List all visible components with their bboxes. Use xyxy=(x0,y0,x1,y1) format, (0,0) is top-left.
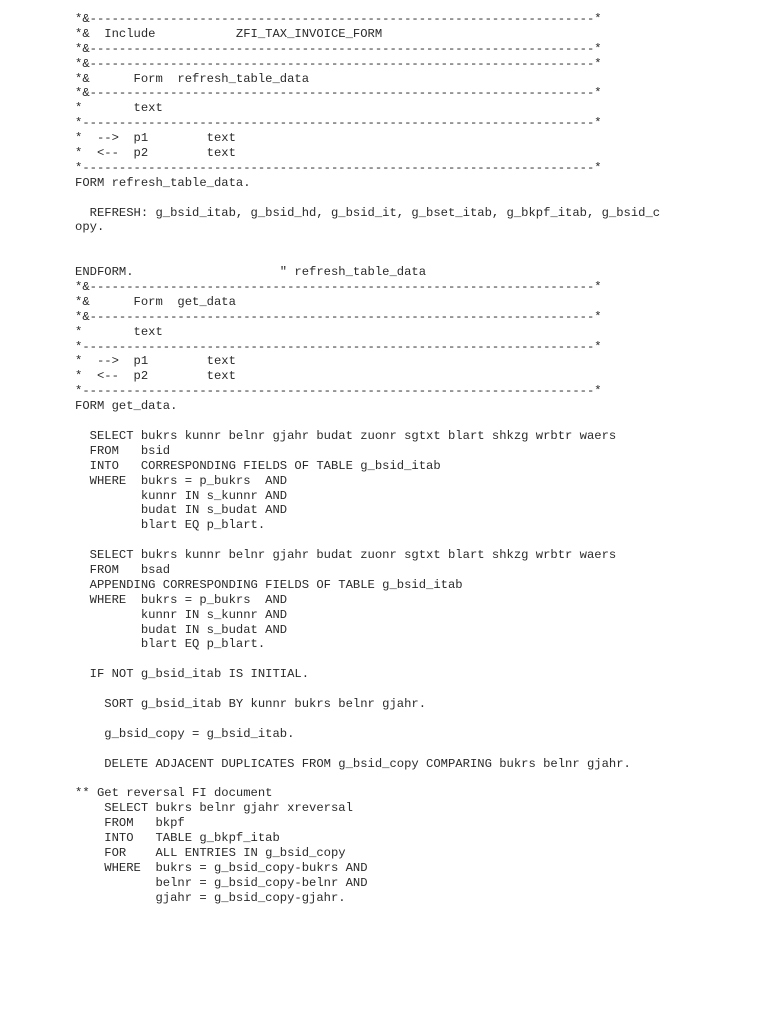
code-line: *& Form get_data xyxy=(75,294,236,309)
code-line: *----------------------------------------------------------------------* xyxy=(75,160,602,175)
code-line: *----------------------------------------------------------------------* xyxy=(75,339,602,354)
code-line: SELECT bukrs belnr gjahr xreversal xyxy=(75,801,353,816)
code-line xyxy=(75,414,745,429)
code-line: FROM bsid xyxy=(75,443,171,458)
code-line: IF NOT g_bsid_itab IS INITIAL. xyxy=(75,667,310,682)
code-line: FROM bkpf xyxy=(75,816,185,831)
code-line: *&---------------------------------------------------------------------* xyxy=(75,56,602,71)
code-line xyxy=(75,533,745,548)
code-line: * <-- p2 text xyxy=(75,369,236,384)
code-line: * <-- p2 text xyxy=(75,146,236,161)
code-line xyxy=(75,682,745,697)
code-listing xyxy=(75,12,745,905)
code-line xyxy=(75,771,745,786)
code-line: *----------------------------------------------------------------------* xyxy=(75,116,602,131)
code-line: *&---------------------------------------------------------------------* xyxy=(75,280,602,295)
code-line: blart EQ p_blart. xyxy=(75,518,266,533)
code-line: blart EQ p_blart. xyxy=(75,637,266,652)
code-line: WHERE bukrs = g_bsid_copy-bukrs AND xyxy=(75,860,368,875)
code-line xyxy=(75,652,745,667)
code-line: SORT g_bsid_itab BY kunnr bukrs belnr gjahr. xyxy=(75,696,427,711)
code-line: FORM refresh_table_data. xyxy=(75,175,251,190)
code-line: INTO TABLE g_bkpf_itab xyxy=(75,830,280,845)
code-line: kunnr IN s_kunnr AND xyxy=(75,488,288,503)
code-line xyxy=(75,742,745,757)
code-line: gjahr = g_bsid_copy-gjahr. xyxy=(75,890,346,905)
code-line: *----------------------------------------------------------------------* xyxy=(75,384,602,399)
code-line: WHERE bukrs = p_bukrs AND xyxy=(75,592,288,607)
code-line: FORM get_data. xyxy=(75,399,178,414)
code-line: REFRESH: g_bsid_itab, g_bsid_hd, g_bsid_it, g_bset_itab, g_bkpf_itab, g_bsid_c xyxy=(75,205,661,220)
code-line: FOR ALL ENTRIES IN g_bsid_copy xyxy=(75,845,346,860)
code-line: FROM bsad xyxy=(75,562,171,577)
code-line: WHERE bukrs = p_bukrs AND xyxy=(75,473,288,488)
code-line xyxy=(75,712,745,727)
code-line: *&---------------------------------------------------------------------* xyxy=(75,41,602,56)
code-line: SELECT bukrs kunnr belnr gjahr budat zuonr sgtxt blart shkzg wrbtr waers xyxy=(75,428,617,443)
code-line xyxy=(75,250,745,265)
code-line: kunnr IN s_kunnr AND xyxy=(75,607,288,622)
code-line: budat IN s_budat AND xyxy=(75,622,288,637)
code-line: ENDFORM. " refresh_table_data xyxy=(75,265,427,280)
code-line: g_bsid_copy = g_bsid_itab. xyxy=(75,726,295,741)
code-line: * --> p1 text xyxy=(75,354,236,369)
code-line: SELECT bukrs kunnr belnr gjahr budat zuonr sgtxt blart shkzg wrbtr waers xyxy=(75,548,617,563)
code-line: *&---------------------------------------------------------------------* xyxy=(75,86,602,101)
code-line: DELETE ADJACENT DUPLICATES FROM g_bsid_copy COMPARING bukrs belnr gjahr. xyxy=(75,756,631,771)
code-line: budat IN s_budat AND xyxy=(75,503,288,518)
code-line: *&---------------------------------------------------------------------* xyxy=(75,12,602,26)
code-line: ** Get reversal FI document xyxy=(75,786,273,801)
code-line: APPENDING CORRESPONDING FIELDS OF TABLE g_bsid_itab xyxy=(75,577,463,592)
code-line: * --> p1 text xyxy=(75,131,236,146)
code-line: *& Form refresh_table_data xyxy=(75,71,310,86)
code-line: INTO CORRESPONDING FIELDS OF TABLE g_bsid_itab xyxy=(75,458,441,473)
code-line: *& Include ZFI_TAX_INVOICE_FORM xyxy=(75,26,383,41)
code-line xyxy=(75,235,745,250)
code-line xyxy=(75,191,745,206)
code-line: * text xyxy=(75,324,163,339)
code-line: * text xyxy=(75,101,163,116)
code-line: belnr = g_bsid_copy-belnr AND xyxy=(75,875,368,890)
code-line: *&---------------------------------------------------------------------* xyxy=(75,309,602,324)
code-line: opy. xyxy=(75,220,105,235)
